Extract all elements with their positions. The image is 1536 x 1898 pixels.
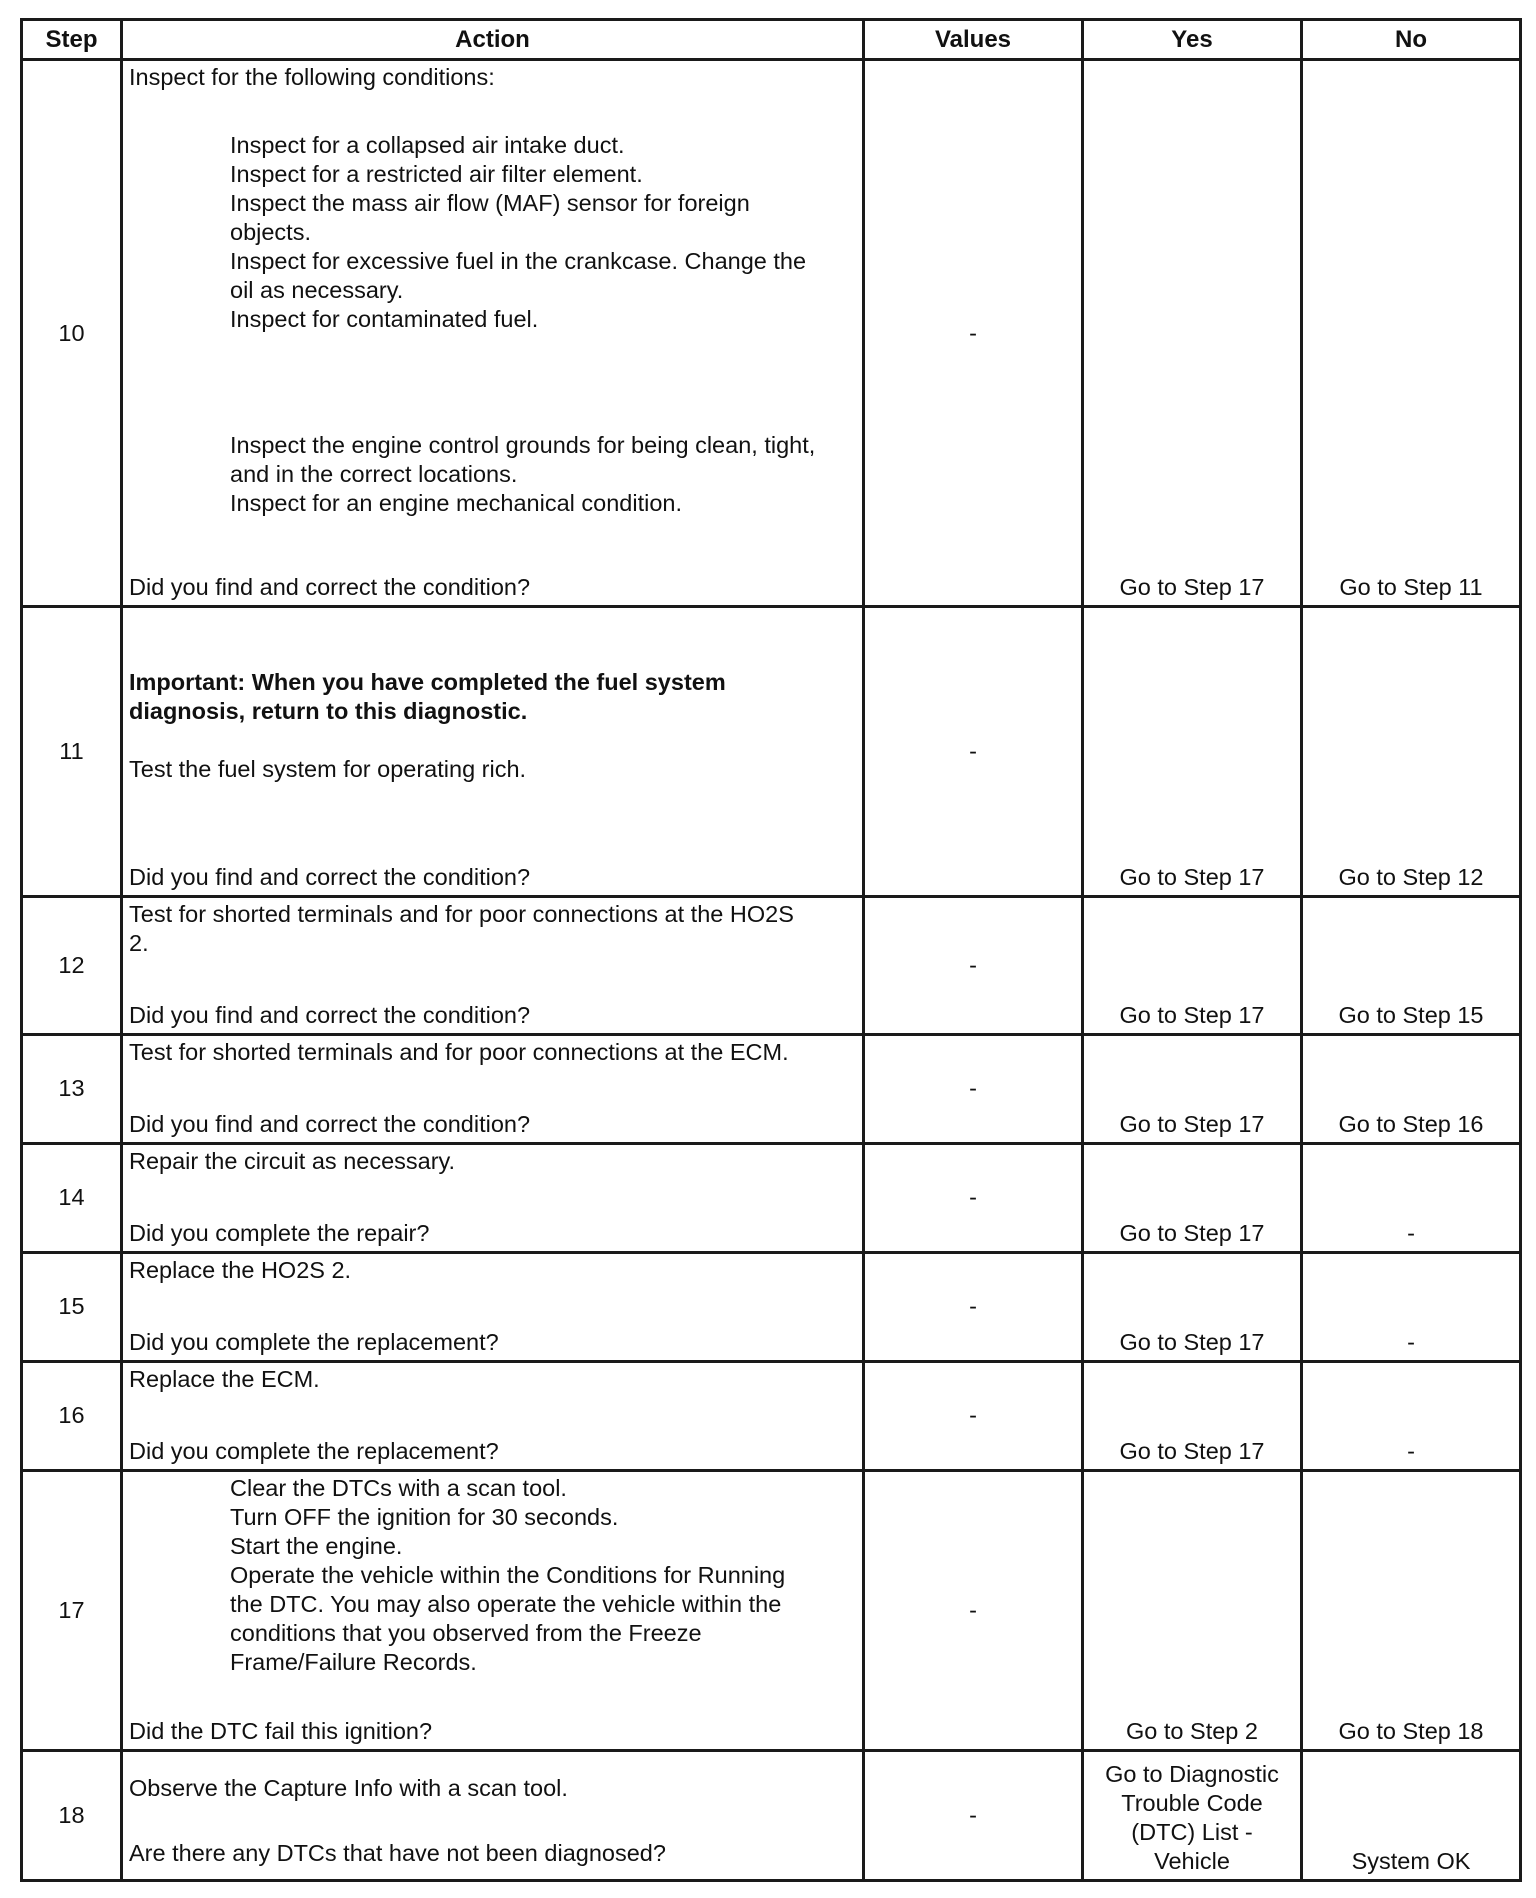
step-number: 17 xyxy=(22,1470,122,1750)
action-list-item: Inspect for a restricted air filter element. xyxy=(230,161,643,188)
table-row xyxy=(22,1470,1521,1750)
yes-cell xyxy=(1083,607,1302,897)
table-row xyxy=(22,1034,1521,1143)
no-result: - xyxy=(1407,1219,1415,1246)
no-cell xyxy=(1302,1470,1521,1750)
action-cell xyxy=(122,607,864,897)
action-list-item: the DTC. You may also operate the vehicle within the xyxy=(230,1590,782,1617)
step-number: 11 xyxy=(22,607,122,897)
important-note: diagnosis, return to this diagnostic. xyxy=(129,698,528,725)
value-cell: - xyxy=(864,607,1083,897)
value-cell: - xyxy=(864,1470,1083,1750)
action-question: Did you complete the replacement? xyxy=(129,1437,499,1464)
action-list-item: Operate the vehicle within the Conditions for Running xyxy=(230,1561,786,1588)
yes-cell xyxy=(1083,1034,1302,1143)
action-list-item: Inspect for an engine mechanical condition. xyxy=(230,490,683,517)
step-number: 15 xyxy=(22,1252,122,1361)
value-cell: - xyxy=(864,1143,1083,1252)
yes-result-line: (DTC) List - xyxy=(1131,1819,1253,1845)
table-row xyxy=(22,607,1521,897)
yes-cell xyxy=(1083,1750,1302,1880)
value-cell: - xyxy=(864,1361,1083,1470)
action-cell xyxy=(122,897,864,1034)
action-text: Test the fuel system for operating rich. xyxy=(129,756,527,783)
action-question: Did you complete the repair? xyxy=(129,1219,430,1246)
yes-result: Go to Step 2 xyxy=(1126,1717,1258,1744)
yes-result: Go to Step 17 xyxy=(1119,1219,1265,1246)
diagnostic-table xyxy=(20,18,1522,1882)
action-question: Did you find and correct the condition? xyxy=(129,1110,531,1137)
action-cell xyxy=(122,1034,864,1143)
no-cell xyxy=(1302,1143,1521,1252)
step-number: 10 xyxy=(22,60,122,607)
yes-result: Go to Step 17 xyxy=(1119,1001,1265,1028)
action-list-item: Inspect the engine control grounds for being clean, tight, xyxy=(230,432,816,459)
yes-cell xyxy=(1083,1361,1302,1470)
no-result: - xyxy=(1407,1328,1415,1355)
no-cell xyxy=(1302,1252,1521,1361)
action-list-item: and in the correct locations. xyxy=(230,461,518,488)
value-cell: - xyxy=(864,1252,1083,1361)
value-cell: - xyxy=(864,897,1083,1034)
step-number: 13 xyxy=(22,1034,122,1143)
value-cell: - xyxy=(864,1750,1083,1880)
table-row xyxy=(22,1750,1521,1880)
action-cell xyxy=(122,1143,864,1252)
action-intro: Inspect for the following conditions: xyxy=(129,64,495,91)
action-cell xyxy=(122,1252,864,1361)
action-text: Test for shorted terminals and for poor connections at the ECM. xyxy=(129,1038,789,1065)
action-text: Replace the HO2S 2. xyxy=(129,1256,352,1283)
step-number: 16 xyxy=(22,1361,122,1470)
action-list-item: Start the engine. xyxy=(230,1532,403,1559)
action-question: Did you complete the replacement? xyxy=(129,1328,499,1355)
action-list-item: Inspect for contaminated fuel. xyxy=(230,306,539,333)
header-values: Values xyxy=(864,20,1083,60)
action-question: Did you find and correct the condition? xyxy=(129,574,531,601)
important-note: Important: When you have completed the fuel system xyxy=(129,669,726,696)
yes-result: Go to Step 17 xyxy=(1119,1328,1265,1355)
action-text: Repair the circuit as necessary. xyxy=(129,1147,456,1174)
table-row xyxy=(22,1143,1521,1252)
action-cell xyxy=(122,1470,864,1750)
action-list-item: Inspect for a collapsed air intake duct. xyxy=(230,132,625,159)
no-result: Go to Step 18 xyxy=(1338,1717,1484,1744)
yes-result: Go to Step 17 xyxy=(1119,1437,1265,1464)
yes-result: Go to Step 17 xyxy=(1119,1110,1265,1137)
action-list-item: Clear the DTCs with a scan tool. xyxy=(230,1474,567,1501)
header-step: Step xyxy=(22,20,122,60)
action-list-item: Inspect for excessive fuel in the crankcase. Change the xyxy=(230,248,807,275)
yes-cell xyxy=(1083,1143,1302,1252)
header-no: No xyxy=(1302,20,1521,60)
action-cell xyxy=(122,1750,864,1880)
step-number: 12 xyxy=(22,897,122,1034)
yes-result-line: Trouble Code xyxy=(1121,1790,1263,1816)
header-action: Action xyxy=(122,20,864,60)
no-result: Go to Step 16 xyxy=(1338,1110,1484,1137)
yes-result: Go to Step 17 xyxy=(1119,864,1265,891)
yes-cell xyxy=(1083,60,1302,607)
no-cell xyxy=(1302,60,1521,607)
table-row xyxy=(22,1252,1521,1361)
action-text: Replace the ECM. xyxy=(129,1365,320,1392)
action-question: Did the DTC fail this ignition? xyxy=(129,1717,433,1744)
no-result: System OK xyxy=(1351,1848,1471,1874)
action-question: Did you find and correct the condition? xyxy=(129,864,531,891)
yes-cell xyxy=(1083,897,1302,1034)
action-text: Observe the Capture Info with a scan tool. xyxy=(129,1774,568,1801)
table-row xyxy=(22,60,1521,607)
yes-result-line: Go to Diagnostic xyxy=(1105,1761,1279,1787)
header-yes: Yes xyxy=(1083,20,1302,60)
action-question: Did you find and correct the condition? xyxy=(129,1001,531,1028)
yes-cell xyxy=(1083,1252,1302,1361)
no-result: Go to Step 11 xyxy=(1339,574,1483,601)
value-cell: - xyxy=(864,1034,1083,1143)
action-list-item: oil as necessary. xyxy=(230,277,404,304)
no-cell xyxy=(1302,897,1521,1034)
action-cell xyxy=(122,1361,864,1470)
step-number: 18 xyxy=(22,1750,122,1880)
no-result: - xyxy=(1407,1437,1415,1464)
action-list-item: Frame/Failure Records. xyxy=(230,1648,477,1675)
action-list-item: Turn OFF the ignition for 30 seconds. xyxy=(230,1503,619,1530)
action-text: Test for shorted terminals and for poor connections at the HO2S xyxy=(129,901,794,928)
step-number: 14 xyxy=(22,1143,122,1252)
action-question: Are there any DTCs that have not been diagnosed? xyxy=(129,1840,666,1866)
table-row xyxy=(22,1361,1521,1470)
table-row xyxy=(22,897,1521,1034)
value-cell: - xyxy=(864,60,1083,607)
no-result: Go to Step 15 xyxy=(1338,1001,1484,1028)
action-text: 2. xyxy=(129,930,149,957)
no-cell xyxy=(1302,607,1521,897)
header-row xyxy=(22,20,1521,60)
yes-cell xyxy=(1083,1470,1302,1750)
action-list-item: objects. xyxy=(230,219,311,246)
yes-result-line: Vehicle xyxy=(1154,1848,1230,1874)
no-cell xyxy=(1302,1034,1521,1143)
yes-result: Go to Step 17 xyxy=(1119,574,1265,601)
no-result: Go to Step 12 xyxy=(1338,864,1484,891)
no-cell xyxy=(1302,1361,1521,1470)
action-list-item: conditions that you observed from the Freeze xyxy=(230,1619,702,1646)
action-list-item: Inspect the mass air flow (MAF) sensor for foreign xyxy=(230,190,750,217)
no-cell xyxy=(1302,1750,1521,1880)
action-cell xyxy=(122,60,864,607)
